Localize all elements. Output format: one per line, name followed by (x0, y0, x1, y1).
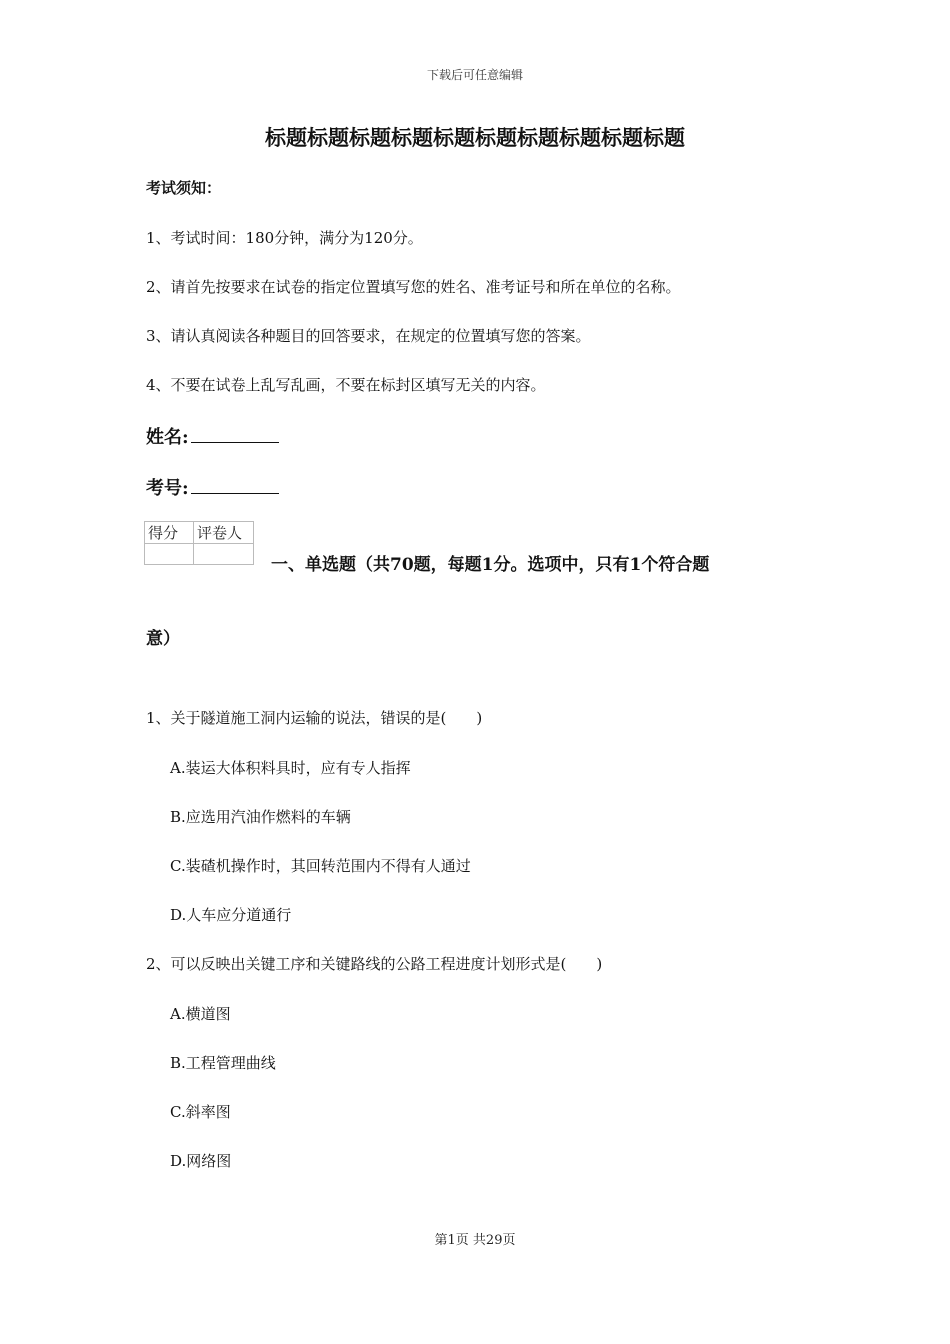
grader-cell[interactable] (194, 544, 254, 565)
grader-header: 评卷人 (194, 522, 254, 544)
score-table (144, 521, 254, 565)
notice-item: 2、请首先按要求在试卷的指定位置填写您的姓名、准考证号和所在单位的名称。 (146, 278, 681, 296)
section-heading-continued: 意） (146, 629, 180, 649)
option-text: B.应选用汽油作燃料的车辆 (170, 808, 351, 826)
notice-heading: 考试须知： (146, 179, 222, 197)
page-footer: 第1页 共29页 (434, 1233, 516, 1248)
option-text: C.装碴机操作时，其回转范围内不得有人通过 (170, 857, 471, 875)
exam-id-field (146, 474, 279, 500)
option-text: A.装运大体积料具时，应有专人指挥 (170, 759, 411, 777)
exam-id-blank[interactable] (191, 475, 279, 494)
notice-item: 4、不要在试卷上乱写乱画，不要在标封区填写无关的内容。 (146, 376, 546, 394)
question-text: 1、关于隧道施工洞内运输的说法，错误的是( ) (146, 709, 483, 727)
option-text: D.网络图 (170, 1152, 232, 1170)
exam-id-label: 考号: (146, 478, 189, 499)
option-text: A.横道图 (170, 1005, 231, 1023)
header-note: 下载后可任意编辑 (426, 68, 523, 82)
name-label: 姓名: (146, 427, 189, 448)
option-text: D.人车应分道通行 (170, 906, 292, 924)
question-text: 2、可以反映出关键工序和关键路线的公路工程进度计划形式是( ) (146, 955, 603, 973)
name-blank[interactable] (191, 424, 279, 443)
score-header: 得分 (145, 522, 194, 544)
name-field (146, 423, 279, 449)
option-text: C.斜率图 (170, 1103, 231, 1121)
notice-item: 1、考试时间：180分钟，满分为120分。 (146, 229, 423, 247)
option-text: B.工程管理曲线 (170, 1054, 276, 1072)
notice-item: 3、请认真阅读各种题目的回答要求，在规定的位置填写您的答案。 (146, 327, 591, 345)
score-cell[interactable] (145, 544, 194, 565)
document-title: 标题标题标题标题标题标题标题标题标题标题 (265, 125, 685, 150)
section-heading: 一、单选题（共70题，每题1分。选项中，只有1个符合题 (271, 555, 710, 575)
